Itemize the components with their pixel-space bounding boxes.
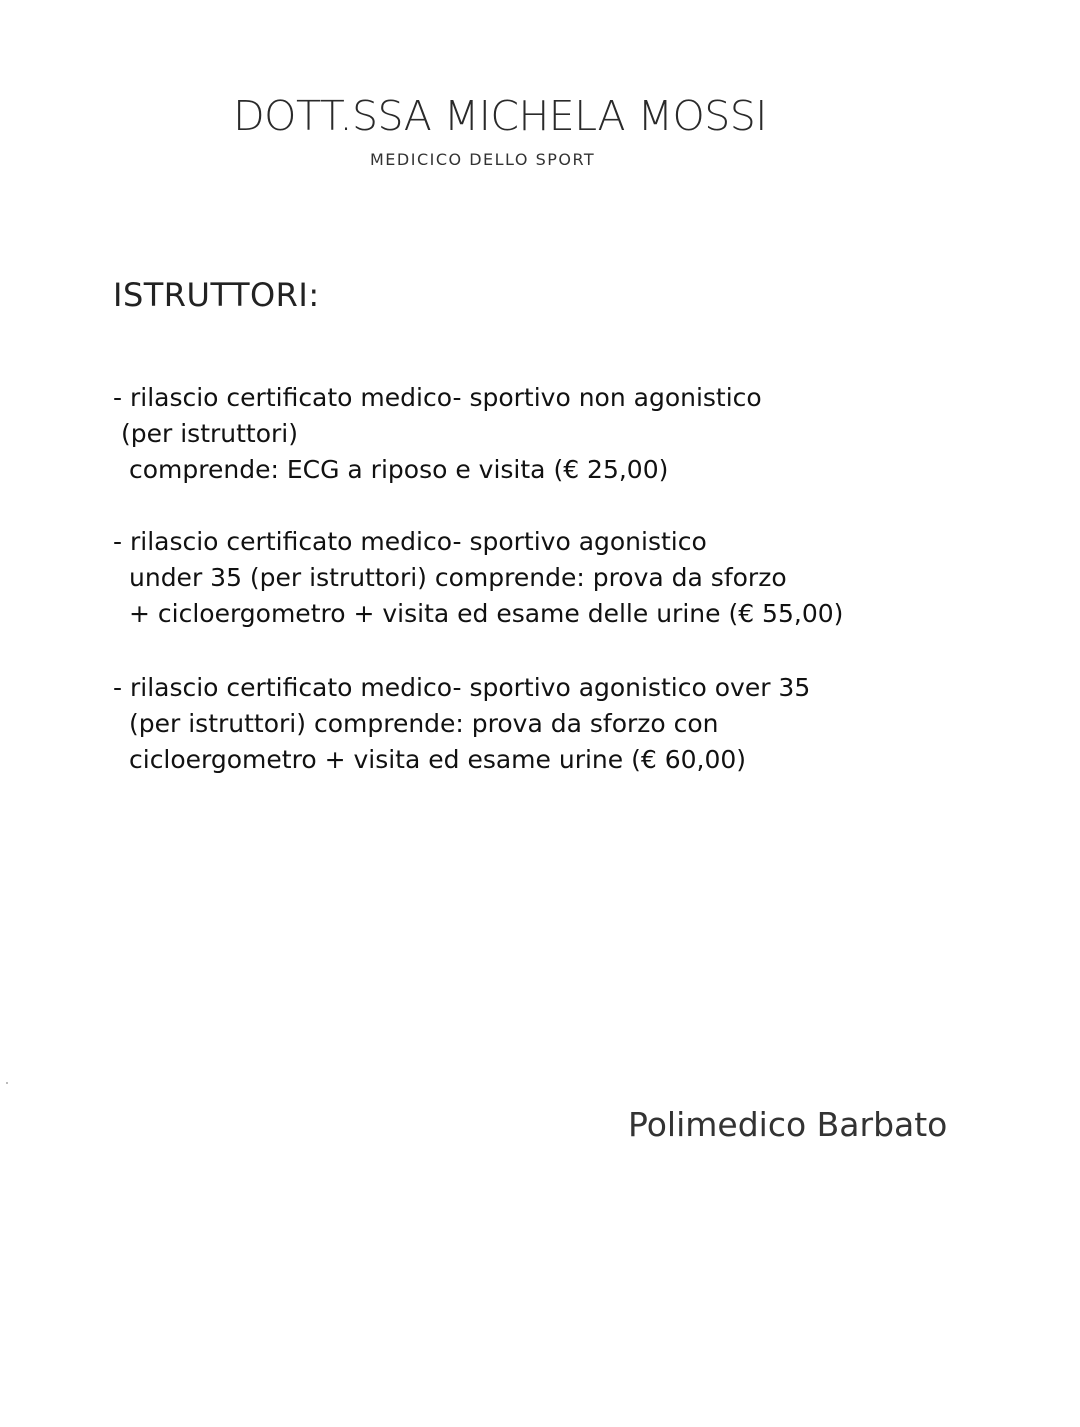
section-title: ISTRUTTORI: <box>113 276 320 314</box>
service-line: - rilascio certificato medico- sportivo agonistico <box>113 527 707 556</box>
doctor-name: DOTT.SSA MICHELA MOSSI <box>233 92 767 140</box>
service-item-non-agonistico <box>113 380 762 488</box>
service-line: cicloergometro + visita ed esame urine (€ 60,00) <box>129 745 747 774</box>
service-line: - rilascio certificato medico- sportivo agonistico over 35 <box>113 673 811 702</box>
footer-signature: Polimedico Barbato <box>628 1105 948 1144</box>
service-line: (per istruttori) <box>121 419 299 448</box>
service-line: under 35 (per istruttori) comprende: prova da sforzo <box>129 563 787 592</box>
service-item-agonistico-over-35 <box>113 670 810 778</box>
service-line: - rilascio certificato medico- sportivo non agonistico <box>113 383 762 412</box>
service-item-agonistico-under-35 <box>113 524 843 632</box>
service-line: + cicloergometro + visita ed esame delle urine (€ 55,00) <box>129 599 844 628</box>
service-line: (per istruttori) comprende: prova da sforzo con <box>129 709 719 738</box>
doctor-specialty: MEDICICO DELLO SPORT <box>370 150 596 169</box>
scan-artifact <box>6 1082 8 1084</box>
service-line: comprende: ECG a riposo e visita (€ 25,00) <box>129 455 669 484</box>
